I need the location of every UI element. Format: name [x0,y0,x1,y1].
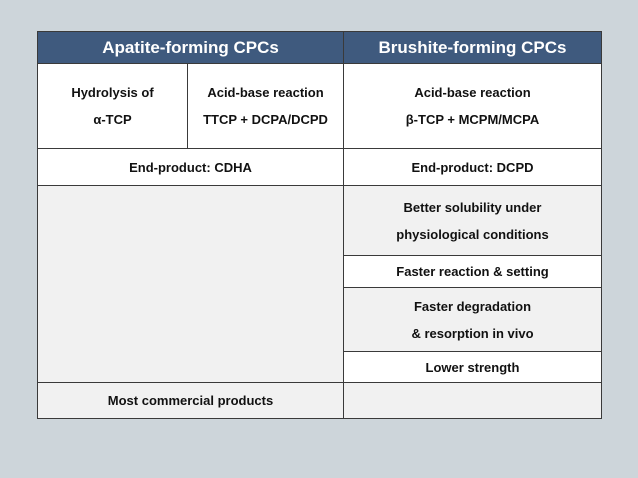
hydrolysis-line-2: α-TCP [93,112,132,127]
apatite-end-product-text: End-product: CDHA [129,159,252,175]
degradation-line-2: & resorption in vivo [411,325,534,341]
cell-apatite-empty [37,185,344,383]
header-apatite-label: Apatite-forming CPCs [102,37,279,57]
brushite-acid-base-line-1: Acid-base reaction [414,85,531,100]
degradation-line-1: Faster degradation [413,298,532,314]
hydrolysis-line-1: Hydrolysis of [71,85,154,100]
cell-brushite-degradation [343,287,602,352]
cell-brushite-acid-base [343,63,602,149]
cell-apatite-acid-base [187,63,344,149]
cell-apatite-commercial [37,382,344,419]
strength-text: Lower strength [425,359,520,375]
apatite-acid-base-line-2: TTCP + DCPA/DCPD [203,112,328,127]
solubility-line-1: Better solubility under [403,199,542,215]
header-brushite-label: Brushite-forming CPCs [378,37,567,57]
setting-text: Faster reaction & setting [396,264,549,279]
cell-apatite-hydrolysis [37,63,188,149]
header-brushite [343,31,602,64]
apatite-acid-base-line-1: Acid-base reaction [207,85,324,100]
cell-brushite-setting [343,255,602,288]
solubility-line-2: physiological conditions [396,226,549,242]
cell-brushite-strength [343,351,602,383]
cell-brushite-end-product [343,148,602,186]
cell-brushite-solubility [343,185,602,256]
cell-brushite-footer-empty [343,382,602,419]
header-apatite [37,31,344,64]
commercial-text: Most commercial products [107,393,274,408]
cell-apatite-end-product [37,148,344,186]
brushite-acid-base-line-2: β-TCP + MCPM/MCPA [405,112,540,127]
brushite-end-product-text: End-product: DCPD [411,159,534,175]
